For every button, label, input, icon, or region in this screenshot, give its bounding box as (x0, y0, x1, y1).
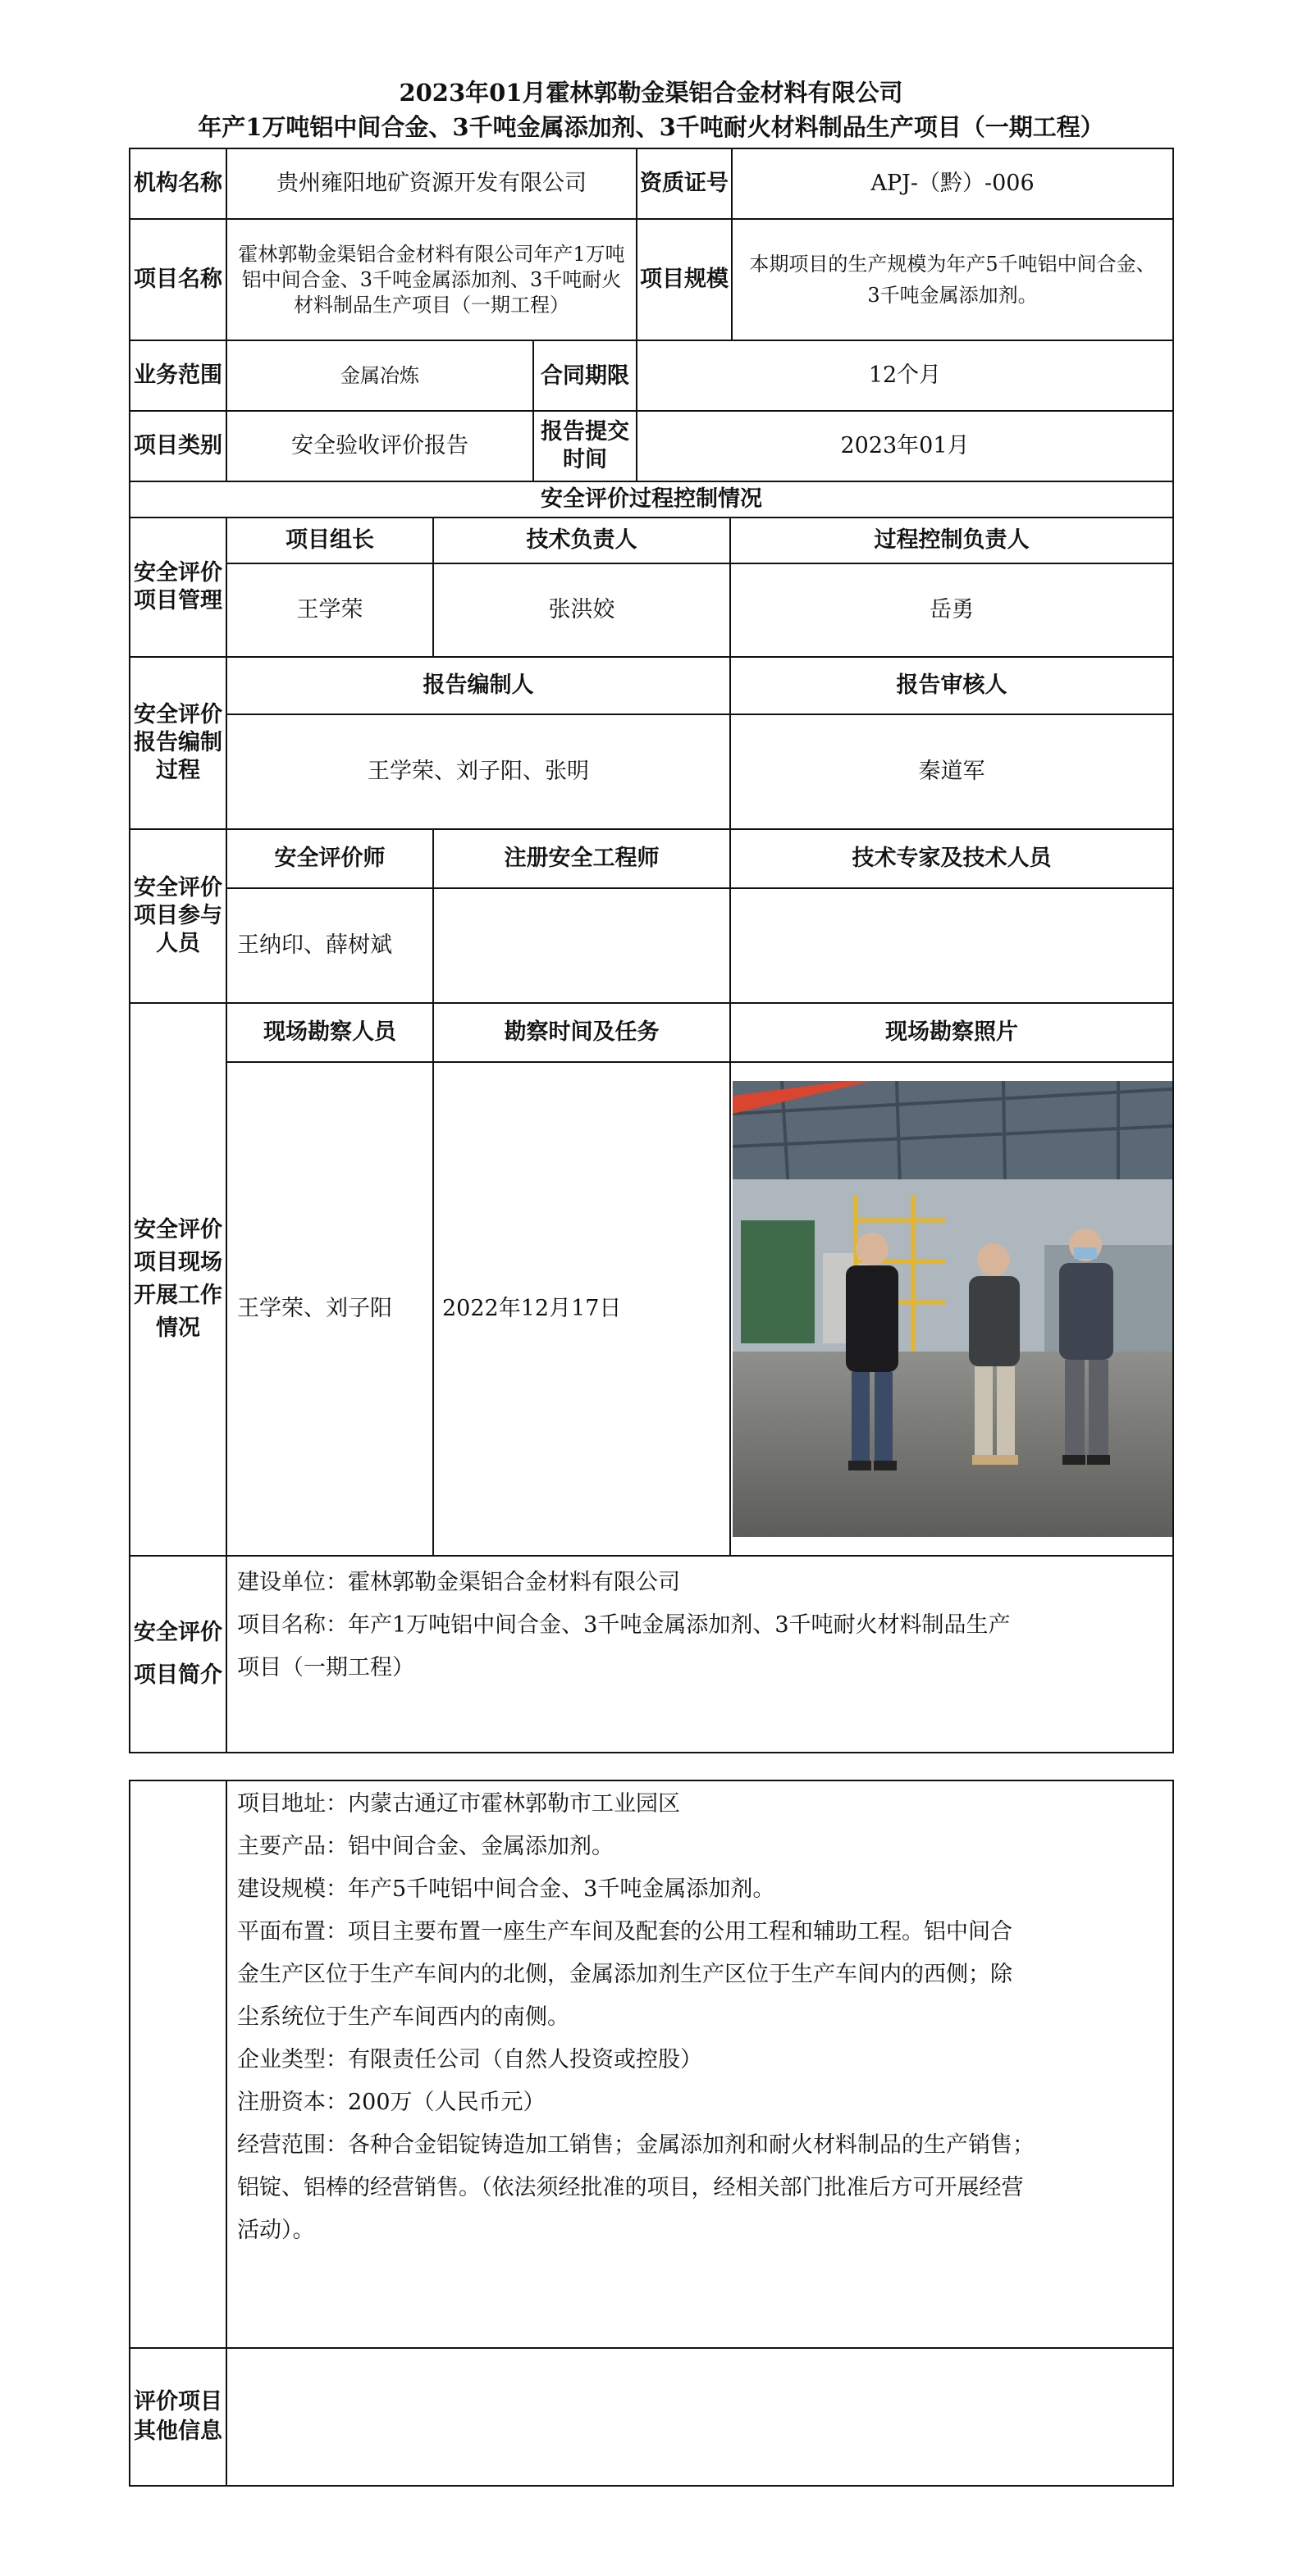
business-scope-label: 业务范围 (130, 340, 226, 411)
org-value: 贵州雍阳地矿资源开发有限公司 (226, 148, 637, 219)
report-label: 安全评价报告编制过程 (130, 657, 226, 829)
project-type-cell (226, 411, 637, 481)
other-info-value (226, 2348, 1173, 2486)
summary2-line-1: 项目地址：内蒙古通辽市霍林郭勒市工业园区 (237, 1791, 680, 1817)
continuation-table (129, 1780, 1174, 2487)
site-head-photo: 现场勘察照片 (730, 1003, 1173, 1062)
summary-line-3: 项目（一期工程） (237, 1655, 414, 1680)
summary2-line-4: 平面布置：项目主要布置一座生产车间及配套的公用工程和辅助工程。铝中间合 (237, 1919, 1012, 1945)
summary-line-1: 建设单位：霍林郭勒金渠铝合金材料有限公司 (237, 1570, 680, 1595)
report-head-author: 报告编制人 (226, 657, 730, 714)
main-table (129, 148, 1174, 518)
project-name-label: 项目名称 (130, 219, 226, 340)
org-label: 机构名称 (130, 148, 226, 219)
doc-title-line1: 2023年01月霍林郭勒金渠铝合金材料有限公司 (399, 79, 903, 107)
project-type-value: 安全验收评价报告 (227, 412, 534, 481)
continuation-label-cell (130, 1780, 226, 2348)
participants-label: 安全评价项目参与人员 (130, 829, 226, 1003)
mgmt-label: 安全评价项目管理 (130, 517, 226, 657)
report-reviewer-value: 秦道军 (730, 714, 1173, 829)
project-type-label: 项目类别 (130, 411, 226, 481)
mgmt-leader-value: 王学荣 (226, 563, 433, 657)
site-photo-cell (730, 1062, 1173, 1556)
site-staff-value: 王学荣、刘子阳 (226, 1062, 433, 1556)
mgmt-head-leader: 项目组长 (226, 517, 433, 563)
site-survey-photo (733, 1081, 1172, 1537)
scale-value: 本期项目的生产规模为年产5千吨铝中间合金、3千吨金属添加剂。 (732, 219, 1173, 340)
summary-label: 安全评价项目简介 (130, 1556, 226, 1753)
summary-continued (226, 1780, 1173, 2348)
cert-value: APJ-（黔）-006 (732, 148, 1173, 219)
mgmt-head-process: 过程控制负责人 (730, 517, 1173, 563)
participants-expert-value (730, 888, 1173, 1003)
doc-title-line2: 年产1万吨铝中间合金、3千吨金属添加剂、3千吨耐火材料制品生产项目（一期工程） (198, 113, 1104, 141)
summary2-line-8: 注册资本：200万（人民币元） (237, 2090, 546, 2115)
participants-head-assessor: 安全评价师 (226, 829, 433, 888)
participants-head-engineer: 注册安全工程师 (433, 829, 730, 888)
report-author-value: 王学荣、刘子阳、张明 (226, 714, 730, 829)
process-header: 安全评价过程控制情况 (130, 481, 1173, 517)
summary2-line-10: 铝锭、铝棒的经营销售。（依法须经批准的项目，经相关部门批准后方可开展经营 (237, 2175, 1024, 2200)
mgmt-process-value: 岳勇 (730, 563, 1173, 657)
mgmt-tech-value: 张洪姣 (433, 563, 730, 657)
summary-content (226, 1556, 1173, 1753)
cert-label: 资质证号 (637, 148, 732, 219)
scale-label: 项目规模 (637, 219, 732, 340)
site-label: 安全评价项目现场开展工作情况 (130, 1003, 226, 1556)
site-head-time: 勘察时间及任务 (433, 1003, 730, 1062)
business-scope-text: 金属冶炼 (227, 341, 534, 410)
site-head-staff: 现场勘察人员 (226, 1003, 433, 1062)
summary2-line-11: 活动）。 (237, 2218, 315, 2243)
other-info-label: 评价项目其他信息 (130, 2348, 226, 2486)
participants-engineer-value (433, 888, 730, 1003)
summary2-line-5: 金生产区位于生产车间内的北侧，金属添加剂生产区位于生产车间内的西侧；除 (237, 1962, 1012, 1987)
submit-time-label: 报告提交时间 (541, 419, 629, 472)
summary2-line-3: 建设规模：年产5千吨铝中间合金、3千吨金属添加剂。 (237, 1876, 775, 1902)
report-head-reviewer: 报告审核人 (730, 657, 1173, 714)
summary2-line-2: 主要产品：铝中间合金、金属添加剂。 (237, 1834, 614, 1859)
contract-term-value: 12个月 (637, 340, 1173, 411)
process-table (129, 517, 1174, 1753)
business-scope-value (226, 340, 637, 411)
summary2-line-9: 经营范围：各种合金铝锭铸造加工销售；金属添加剂和耐火材料制品的生产销售； (237, 2132, 1035, 2158)
contract-term-label: 合同期限 (541, 362, 629, 389)
project-name-value: 霍林郭勒金渠铝合金材料有限公司年产1万吨铝中间合金、3千吨金属添加剂、3千吨耐火材料制品生产项目（一期工程） (226, 219, 637, 340)
summary2-line-6: 尘系统位于生产车间西内的南侧。 (237, 2004, 569, 2030)
summary2-line-7: 企业类型：有限责任公司（自然人投资或控股） (237, 2047, 702, 2072)
site-photo-illustration (733, 1081, 1172, 1537)
site-time-value: 2022年12月17日 (433, 1062, 730, 1556)
summary-line-2: 项目名称：年产1万吨铝中间合金、3千吨金属添加剂、3千吨耐火材料制品生产 (237, 1612, 1011, 1638)
participants-head-expert: 技术专家及技术人员 (730, 829, 1173, 888)
participants-assessor-value: 王纳印、薛树斌 (226, 888, 433, 1003)
submit-time-value: 2023年01月 (637, 411, 1173, 481)
mgmt-head-tech: 技术负责人 (433, 517, 730, 563)
